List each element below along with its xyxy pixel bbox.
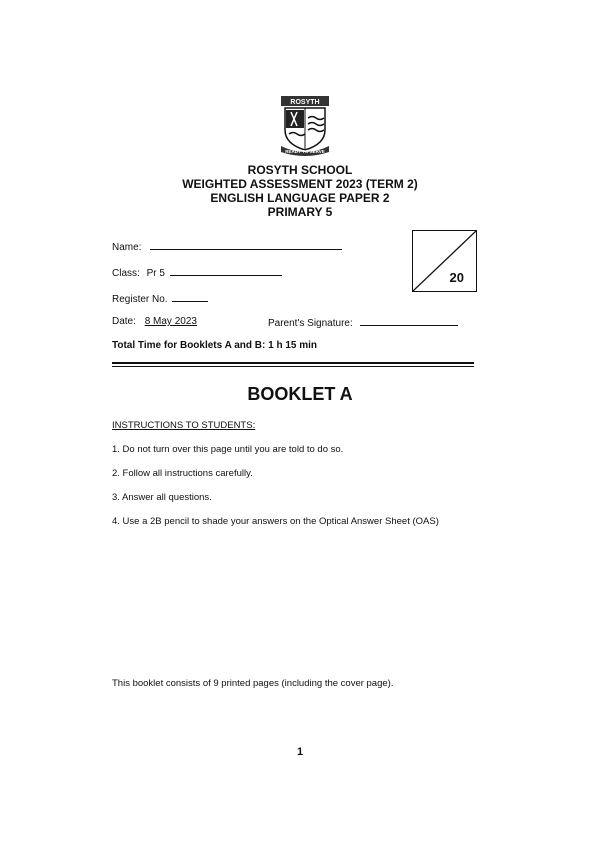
- instruction-item: 2. Follow all instructions carefully.: [112, 468, 253, 479]
- name-label: Name:: [112, 242, 142, 253]
- signature-blank-line[interactable]: [360, 316, 458, 326]
- class-value: Pr 5: [146, 268, 165, 279]
- level-title: PRIMARY 5: [267, 205, 333, 219]
- svg-text:ROSYTH: ROSYTH: [290, 99, 320, 106]
- date-value: 8 May 2023: [144, 316, 197, 327]
- instructions-heading: INSTRUCTIONS TO STUDENTS:: [112, 420, 256, 431]
- register-label: Register No.: [112, 294, 168, 305]
- svg-text:READY TO SERVE: READY TO SERVE: [285, 149, 325, 154]
- signature-label: Parent's Signature:: [268, 318, 353, 329]
- class-blank-line[interactable]: [170, 266, 282, 276]
- booklet-title: BOOKLET A: [247, 384, 353, 404]
- footer-note: This booklet consists of 9 printed pages (including the cover page).: [112, 678, 394, 689]
- page-number: 1: [296, 746, 304, 758]
- register-field[interactable]: [112, 292, 208, 305]
- divider-thin: [112, 366, 474, 367]
- total-time: Total Time for Booklets A and B: 1 h 15 min: [112, 340, 318, 351]
- score-total: 20: [449, 270, 464, 285]
- divider-thick: [112, 362, 474, 364]
- paper-title: ENGLISH LANGUAGE PAPER 2: [210, 191, 390, 205]
- instruction-item: 1. Do not turn over this page until you are told to do so.: [112, 444, 344, 455]
- register-blank-line[interactable]: [172, 292, 208, 302]
- instruction-item: 3. Answer all questions.: [112, 492, 212, 503]
- class-label: Class:: [112, 268, 140, 279]
- signature-field[interactable]: [268, 316, 458, 329]
- name-blank-line[interactable]: [150, 240, 342, 250]
- score-box: [412, 230, 477, 292]
- class-field[interactable]: [112, 266, 282, 279]
- score-diagonal: [413, 231, 476, 291]
- school-name: ROSYTH SCHOOL: [247, 163, 353, 177]
- instruction-item: 4. Use a 2B pencil to shade your answers on the Optical Answer Sheet (OAS): [112, 516, 439, 527]
- name-field[interactable]: [112, 240, 342, 253]
- assessment-title: WEIGHTED ASSESSMENT 2023 (TERM 2): [182, 177, 418, 191]
- school-crest-logo: [277, 94, 333, 158]
- date-field: [112, 316, 197, 327]
- date-label: Date:: [112, 316, 136, 327]
